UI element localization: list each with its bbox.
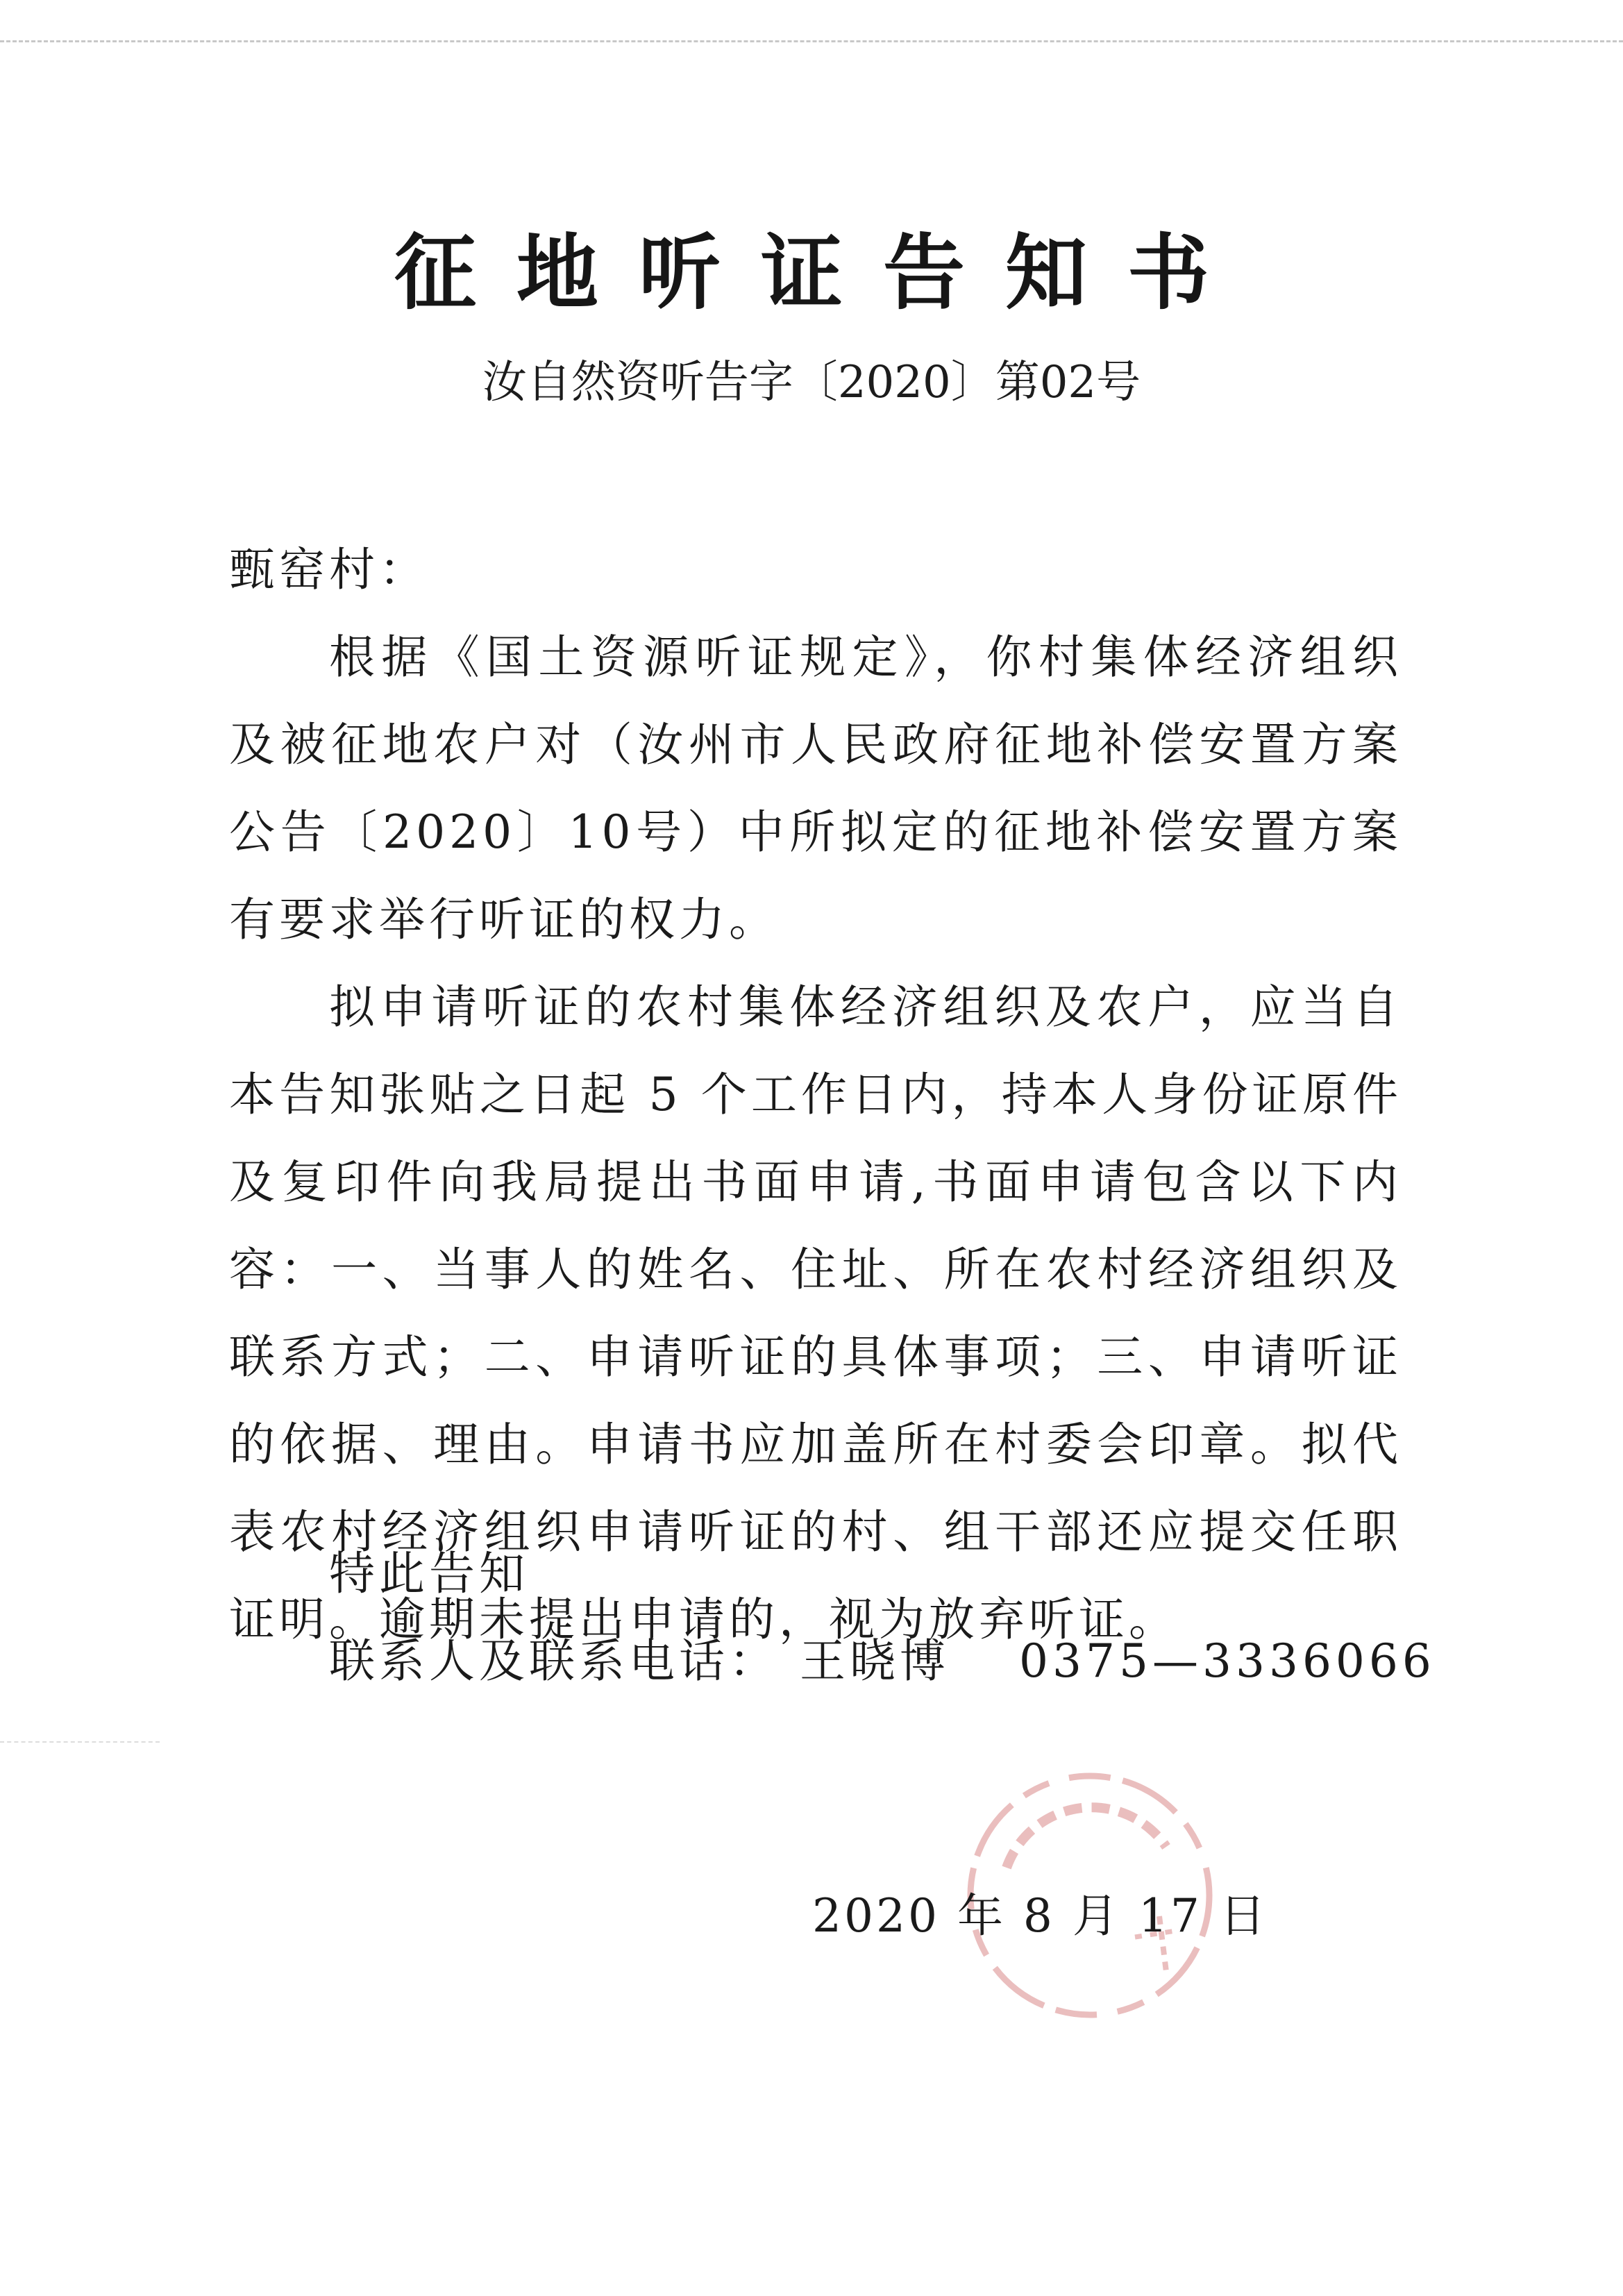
scan-edge-top — [0, 40, 1623, 42]
issue-date: 2020 年 8 月 17 日 — [812, 1889, 1268, 1943]
paragraph-1: 根据《国土资源听证规定》，你村集体经济组织及被征地农户对（汝州市人民政府征地补偿安置方案公告〔2020〕10号）中所拟定的征地补偿安置方案有要求举行听证的权力。 — [229, 630, 1402, 946]
document-title: 征地听证告知书 — [394, 225, 1250, 321]
closing-remark: 特此告知 — [329, 1547, 529, 1600]
paragraph-2: 拟申请听证的农村集体经济组织及农户，应当自本告知张贴之日起 5 个工作日内，持本人身份证原件及复印件向我局提出书面申请,书面申请包含以下内容：一、当事人的姓名、住址、所在农村经济组织及联系方式；二、申请听证的具体事项；三、申请听证的依据、理由。申请书应加盖所在村委会印章。拟代表农村经济组织申请听证的村、组干部还应提交任职证明。逾期未提出申请的，视为放弃听证。 — [229, 980, 1402, 1646]
scan-edge-mark — [0, 1741, 160, 1743]
contact-name: 王晓博 — [800, 1634, 950, 1688]
addressee: 甄窑村： — [229, 543, 429, 596]
contact-line — [329, 1618, 1436, 1705]
contact-phone: 0375—3336066 — [1019, 1634, 1436, 1688]
contact-label: 联系人及联系电话： — [329, 1634, 779, 1688]
document-number: 汝自然资听告字〔2020〕第02号 — [482, 357, 1141, 408]
